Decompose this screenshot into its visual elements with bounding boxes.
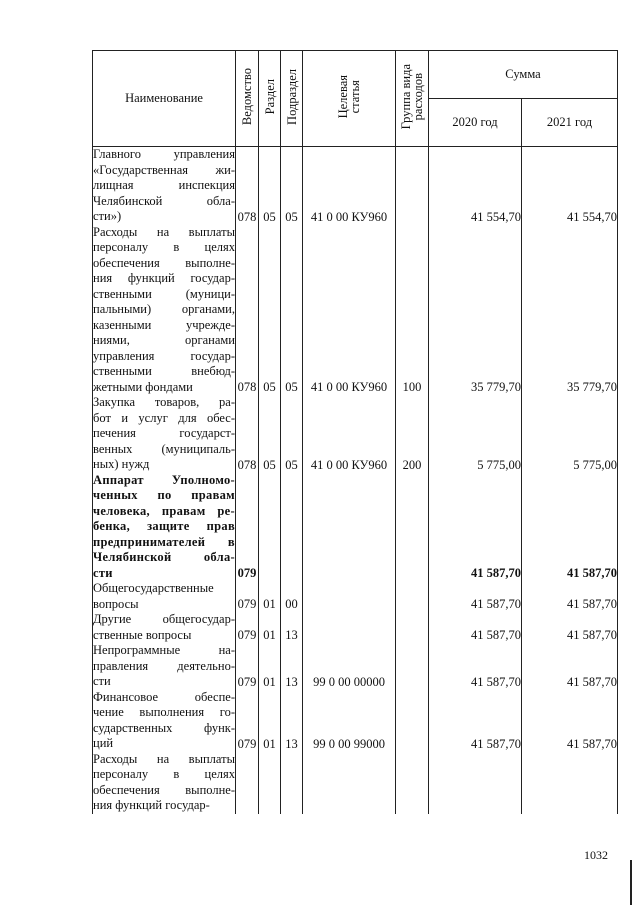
row-sum-2021: 41 554,70 [522,147,618,225]
row-vedomstvo: 078 [236,225,259,396]
row-sum-2021: 41 587,70 [522,581,618,612]
row-razdel: 01 [259,643,281,690]
row-vedomstvo: 079 [236,581,259,612]
row-name-line: ченных по правам [93,488,235,502]
row-sum-2020: 41 587,70 [429,612,522,643]
row-vedomstvo: 079 [236,473,259,582]
row-name [93,643,236,690]
row-name-line: лищная инспекция [93,178,235,192]
header-year-2020: 2020 год [429,99,522,147]
page-number: 1032 [584,848,608,862]
row-sum-2020: 41 554,70 [429,147,522,225]
row-name-line: Расходы на выплаты [93,224,235,239]
row-razdel: 05 [259,147,281,225]
row-name-line: Закупка товаров, ра- [93,395,235,409]
row-razdel: 01 [259,581,281,612]
row-name-line: бот и услуг для обес- [93,410,235,425]
row-name-line: человека, правам ре- [93,503,235,518]
row-name-line: персоналу в целях [93,767,235,781]
row-name [93,581,236,612]
row-celevaya-statya: 99 0 00 99000 [303,690,396,752]
row-razdel: 01 [259,612,281,643]
row-name-line: бенка, защите прав [93,519,235,533]
row-name-line: персоналу в целях [93,240,235,254]
row-gruppa-vida [396,473,429,582]
row-sum-2020: 35 779,70 [429,225,522,396]
row-name-line: ственными (муници- [93,286,235,301]
row-celevaya-statya: 41 0 00 КУ960 [303,147,396,225]
row-name-line: жетными фондами [93,379,193,394]
row-name-line: казенными учрежде- [93,317,235,332]
row-name [93,225,236,396]
row-name-line: обеспечения выполне- [93,255,235,270]
row-name-line: ных) нужд [93,457,150,471]
row-celevaya-statya [303,752,396,814]
row-name-line: обеспечения выполне- [93,782,235,797]
row-name-line: управления государ- [93,348,235,363]
row-name-line: Непрограммные на- [93,643,235,657]
table-row [93,612,618,643]
row-podrazdel: 05 [281,225,303,396]
row-name-line: венных (муниципаль- [93,441,235,456]
row-celevaya-statya [303,612,396,643]
row-name-line: сти») [93,209,122,223]
header-vedomstvo: Ведомство [236,51,259,147]
row-podrazdel: 13 [281,690,303,752]
row-vedomstvo: 079 [236,643,259,690]
row-razdel: 05 [259,395,281,473]
row-name-line: пальными) органами, [93,302,235,316]
row-vedomstvo: 079 [236,612,259,643]
header-razdel: Раздел [259,51,281,147]
row-name-line: чение выполнения го- [93,705,235,719]
row-name [93,752,236,814]
row-sum-2021: 41 587,70 [522,643,618,690]
row-celevaya-statya [303,473,396,582]
row-sum-2020: 41 587,70 [429,690,522,752]
row-name-line: печения государст- [93,426,235,440]
header-year-2021: 2021 год [522,99,618,147]
row-name-line: сударственных функ- [93,720,235,735]
row-sum-2020: 41 587,70 [429,643,522,690]
row-gruppa-vida [396,581,429,612]
row-sum-2020: 41 587,70 [429,473,522,582]
row-name-line: Расходы на выплаты [93,751,235,766]
row-sum-2021: 35 779,70 [522,225,618,396]
row-name-line: «Государственная жи- [93,162,235,177]
row-podrazdel: 05 [281,147,303,225]
row-name-line: Другие общегосудар- [93,612,235,626]
row-name-line: Аппарат Уполномо- [93,472,235,487]
row-gruppa-vida: 100 [396,225,429,396]
header-podrazdel: Подраздел [281,51,303,147]
row-podrazdel: 13 [281,612,303,643]
table-row [93,473,618,582]
budget-table [92,50,618,814]
row-razdel [259,473,281,582]
row-name-line: ственными внебюд- [93,364,235,378]
row-name-line: сти [93,565,113,580]
row-name-line: предпринимателей в [93,534,235,549]
row-gruppa-vida [396,752,429,814]
row-podrazdel [281,752,303,814]
row-name [93,395,236,473]
header-summa: Сумма [429,51,618,99]
row-celevaya-statya [303,581,396,612]
row-name [93,147,236,225]
row-name [93,690,236,752]
row-vedomstvo: 078 [236,147,259,225]
header-celevaya-statya: Целевая статья [303,51,396,147]
scan-edge-line [630,860,632,905]
row-razdel: 01 [259,690,281,752]
row-name-line: Финансовое обеспе- [93,689,235,704]
table-row [93,147,618,225]
row-name-line: Главного управления [93,147,235,161]
row-name-line: сти [93,674,111,688]
row-name-line: ния функций государ- [93,271,235,285]
row-gruppa-vida: 200 [396,395,429,473]
row-name-line: Общегосударственные [93,581,214,595]
row-name-line: вопросы [93,596,139,611]
row-podrazdel: 05 [281,395,303,473]
row-sum-2021: 5 775,00 [522,395,618,473]
table-row [93,225,618,396]
row-name-line: ственные вопросы [93,627,192,642]
table-row [93,643,618,690]
row-gruppa-vida [396,612,429,643]
row-name [93,473,236,582]
row-name-line: ниями, органами [93,333,235,347]
row-sum-2021 [522,752,618,814]
row-vedomstvo [236,752,259,814]
row-sum-2021: 41 587,70 [522,473,618,582]
row-sum-2020 [429,752,522,814]
table-row [93,581,618,612]
row-name-line: Челябинской обла- [93,193,235,208]
row-name-line: ния функций государ- [93,798,210,812]
row-sum-2021: 41 587,70 [522,690,618,752]
row-sum-2021: 41 587,70 [522,612,618,643]
row-name-line: ций [93,736,114,750]
table-row [93,690,618,752]
row-razdel [259,752,281,814]
row-celevaya-statya: 99 0 00 00000 [303,643,396,690]
row-gruppa-vida [396,147,429,225]
row-vedomstvo: 079 [236,690,259,752]
row-name-line: правления деятельно- [93,658,235,673]
row-vedomstvo: 078 [236,395,259,473]
header-name: Наименование [93,51,236,147]
row-name [93,612,236,643]
row-gruppa-vida [396,643,429,690]
table-row [93,752,618,814]
row-name-line: Челябинской обла- [93,550,235,564]
row-gruppa-vida [396,690,429,752]
row-podrazdel: 00 [281,581,303,612]
row-celevaya-statya: 41 0 00 КУ960 [303,395,396,473]
row-podrazdel: 13 [281,643,303,690]
row-razdel: 05 [259,225,281,396]
header-gruppa-vida-raskhodov: Группа вида расходов [396,51,429,147]
table-row [93,395,618,473]
row-sum-2020: 5 775,00 [429,395,522,473]
row-podrazdel [281,473,303,582]
row-sum-2020: 41 587,70 [429,581,522,612]
row-celevaya-statya: 41 0 00 КУ960 [303,225,396,396]
